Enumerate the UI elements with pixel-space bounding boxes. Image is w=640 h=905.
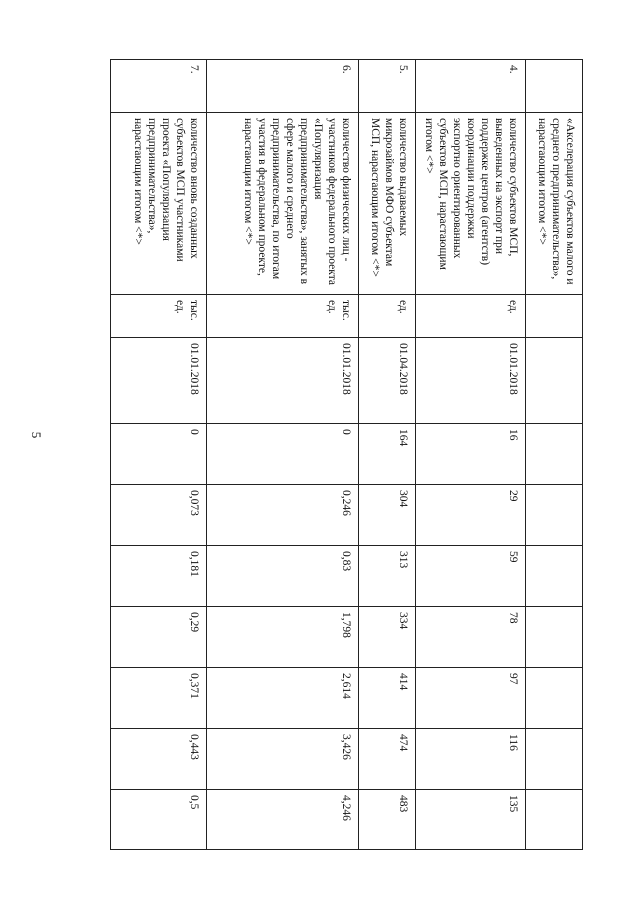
value-cell: 97 <box>416 668 526 729</box>
value-cell: 29 <box>416 485 526 546</box>
row-number <box>526 60 583 113</box>
unit-cell: тыс. ед. <box>111 295 207 338</box>
page-number: 5 <box>29 431 44 439</box>
base-date-cell: 01.01.2018 <box>207 338 359 424</box>
row-number: 4. <box>416 60 526 113</box>
value-cell: 0 <box>207 424 359 485</box>
value-cell: 0,371 <box>111 668 207 729</box>
table-row <box>111 60 207 850</box>
value-cell: 414 <box>359 668 416 729</box>
row-number: 6. <box>207 60 359 113</box>
value-cell <box>526 607 583 668</box>
value-cell: 4,246 <box>207 790 359 850</box>
value-cell: 334 <box>359 607 416 668</box>
rotated-table-frame <box>111 59 583 849</box>
value-cell: 78 <box>416 607 526 668</box>
value-cell: 116 <box>416 729 526 790</box>
value-cell: 0,443 <box>111 729 207 790</box>
value-cell: 0 <box>111 424 207 485</box>
base-date-cell: 01.04.2018 <box>359 338 416 424</box>
indicators-table <box>110 59 583 850</box>
value-cell: 2,614 <box>207 668 359 729</box>
indicator-name: количество физических лиц - участников федерального проекта «Популяризация предпринимательства», занятых в сфере малого и среднего предпринимательства, по итогам участия в федеральном проекте, нарастающим итогом <*> <box>207 113 359 295</box>
value-cell: 0,181 <box>111 546 207 607</box>
value-cell: 59 <box>416 546 526 607</box>
value-cell <box>526 546 583 607</box>
unit-cell: ед. <box>359 295 416 338</box>
unit-cell: ед. <box>416 295 526 338</box>
base-date-cell: 01.01.2018 <box>111 338 207 424</box>
value-cell: 0,5 <box>111 790 207 850</box>
value-cell <box>526 424 583 485</box>
unit-cell: тыс. ед. <box>207 295 359 338</box>
value-cell: 483 <box>359 790 416 850</box>
value-cell <box>526 790 583 850</box>
table-row <box>416 60 526 850</box>
table-row <box>359 60 416 850</box>
value-cell: 1,798 <box>207 607 359 668</box>
value-cell <box>526 668 583 729</box>
value-cell: 3,426 <box>207 729 359 790</box>
table-row <box>207 60 359 850</box>
table-container <box>111 59 583 849</box>
value-cell: 0,246 <box>207 485 359 546</box>
base-date-cell: 01.01.2018 <box>416 338 526 424</box>
value-cell <box>526 729 583 790</box>
value-cell: 0,073 <box>111 485 207 546</box>
value-cell: 0,83 <box>207 546 359 607</box>
value-cell: 474 <box>359 729 416 790</box>
base-date-cell <box>526 338 583 424</box>
indicator-name: количество субъектов МСП, выведенных на экспорт при поддержке центров (агентств) координации поддержки экспортно ориентированных субъектов МСП, нарастающим итогом <*> <box>416 113 526 295</box>
value-cell <box>526 485 583 546</box>
value-cell: 304 <box>359 485 416 546</box>
indicator-name: количество выдаваемых микрозаймов МФО субъектам МСП, нарастающим итогом <*> <box>359 113 416 295</box>
indicator-name: «Акселерация субъектов малого и среднего предпринимательства», нарастающим итогом <*> <box>526 113 583 295</box>
row-number: 5. <box>359 60 416 113</box>
value-cell: 0,29 <box>111 607 207 668</box>
value-cell: 16 <box>416 424 526 485</box>
table-row <box>526 60 583 850</box>
row-number: 7. <box>111 60 207 113</box>
indicator-name: количество вновь созданных субъектов МСП участниками проекта «Популяризация предпринимательства», нарастающим итогом <*> <box>111 113 207 295</box>
value-cell: 164 <box>359 424 416 485</box>
unit-cell <box>526 295 583 338</box>
value-cell: 313 <box>359 546 416 607</box>
value-cell: 135 <box>416 790 526 850</box>
